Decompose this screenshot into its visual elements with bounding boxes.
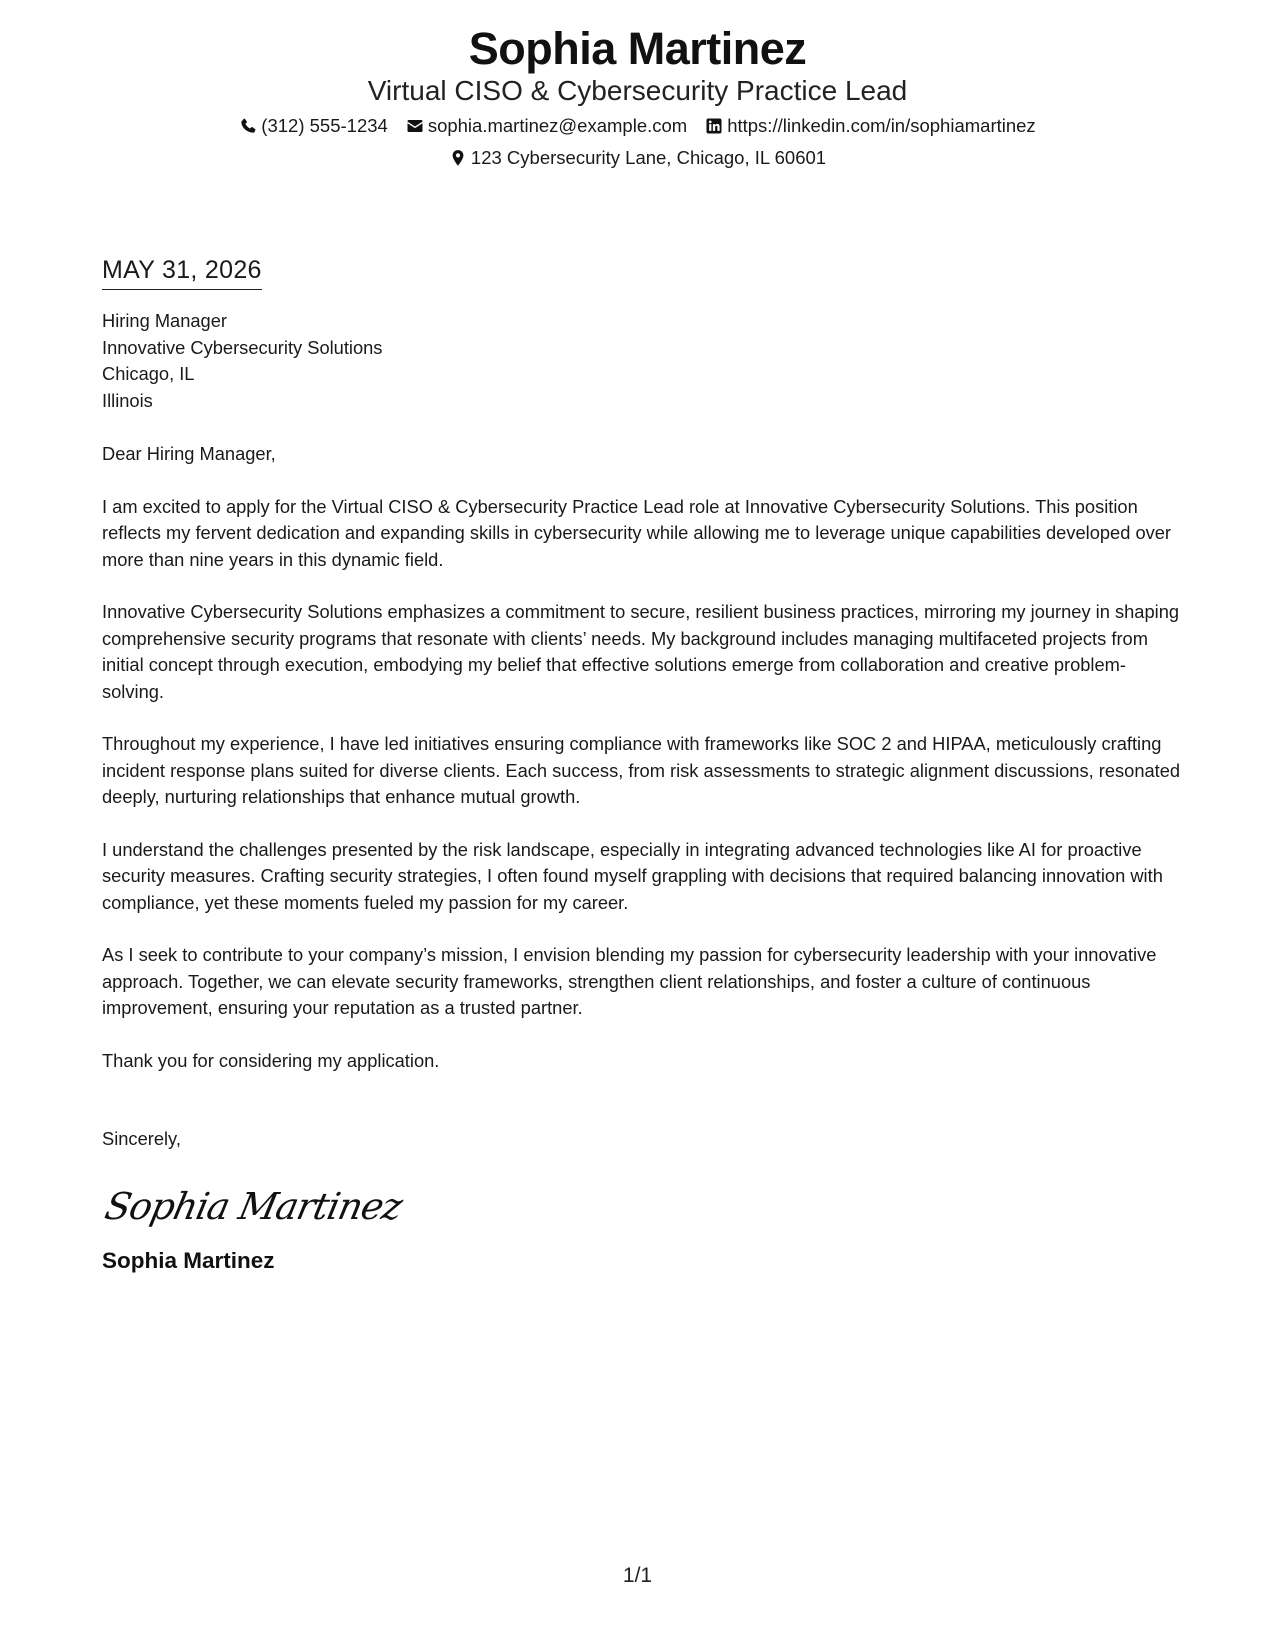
body-paragraph: Innovative Cybersecurity Solutions emphasizes a commitment to secure, resilient business practices, mirroring my journey in shaping comprehensive security programs that resonate with clients’ needs. My background includes managing multifaceted projects from initial concept through execution, embodying my belief that effective solutions emerge from collaboration and creative problem-solving. bbox=[102, 601, 1180, 702]
contact-linkedin[interactable] bbox=[705, 114, 1035, 138]
phone-icon bbox=[239, 117, 257, 135]
body-paragraph: I understand the challenges presented by the risk landscape, especially in integrating advanced technologies like AI for proactive security measures. Crafting security strategies, I often found myself grappling with decisions that required balancing innovation with compliance, yet these moments fueled my passion for my career. bbox=[102, 838, 1163, 913]
signer-name: Sophia Martinez bbox=[102, 1247, 275, 1273]
applicant-headline: Virtual CISO & Cybersecurity Practice Lead bbox=[367, 75, 908, 106]
body-paragraph: I am excited to apply for the Virtual CISO & Cybersecurity Practice Lead role at Innovative Cybersecurity Solutions. This position reflects my fervent dedication and expanding skills in cybersecurity while allowing me to leverage unique capabilities developed over more than nine years in this dynamic field. bbox=[102, 495, 1172, 570]
letter-body bbox=[102, 254, 1182, 1275]
recipient-title: Hiring Manager bbox=[102, 310, 227, 331]
page-number: 1/1 bbox=[622, 1564, 653, 1587]
contact-row bbox=[0, 114, 1275, 138]
salutation: Dear Hiring Manager, bbox=[102, 443, 276, 464]
linkedin-link[interactable]: https://linkedin.com/in/sophiamartinez bbox=[727, 115, 1036, 136]
recipient-state: Illinois bbox=[102, 389, 153, 411]
linkedin-icon bbox=[705, 117, 723, 135]
recipient-city: Chicago, IL bbox=[102, 363, 195, 384]
closing-thanks: Thank you for considering my application. bbox=[102, 1049, 440, 1071]
map-marker-icon bbox=[449, 149, 467, 167]
letter-header bbox=[0, 22, 1275, 170]
email-link[interactable]: sophia.martinez@example.com bbox=[427, 115, 688, 136]
letter-date: MAY 31, 2026 bbox=[102, 254, 262, 290]
contact-address bbox=[449, 146, 826, 170]
contact-phone bbox=[239, 114, 388, 138]
applicant-name: Sophia Martinez bbox=[468, 23, 807, 74]
body-paragraph: Throughout my experience, I have led initiatives ensuring compliance with frameworks like SOC 2 and HIPAA, meticulously crafting incident response plans suited for diverse clients. Each success, from risk assessments to strategic alignment discussions, resonated deeply, nurturing relationships that enhance mutual growth. bbox=[102, 733, 1181, 807]
handwritten-signature bbox=[101, 1177, 406, 1235]
envelope-icon bbox=[406, 117, 424, 135]
address-text: 123 Cybersecurity Lane, Chicago, IL 60601 bbox=[470, 147, 827, 168]
body-paragraph: As I seek to contribute to your company’s mission, I envision blending my passion for cybersecurity leadership with your innovative approach. Together, we can elevate security frameworks, strengthen client relationships, and foster a culture of continuous improvement, ensuring your reputation as a trusted partner. bbox=[102, 944, 1157, 1018]
phone-text: (312) 555-1234 bbox=[261, 115, 388, 136]
recipient-company: Innovative Cybersecurity Solutions bbox=[102, 336, 383, 358]
svg-text:Sophia Martinez: Sophia Martinez bbox=[101, 1183, 406, 1228]
recipient-block bbox=[102, 308, 1182, 414]
contact-email[interactable] bbox=[406, 114, 687, 138]
address-row bbox=[0, 146, 1275, 170]
signoff: Sincerely, bbox=[102, 1128, 181, 1149]
